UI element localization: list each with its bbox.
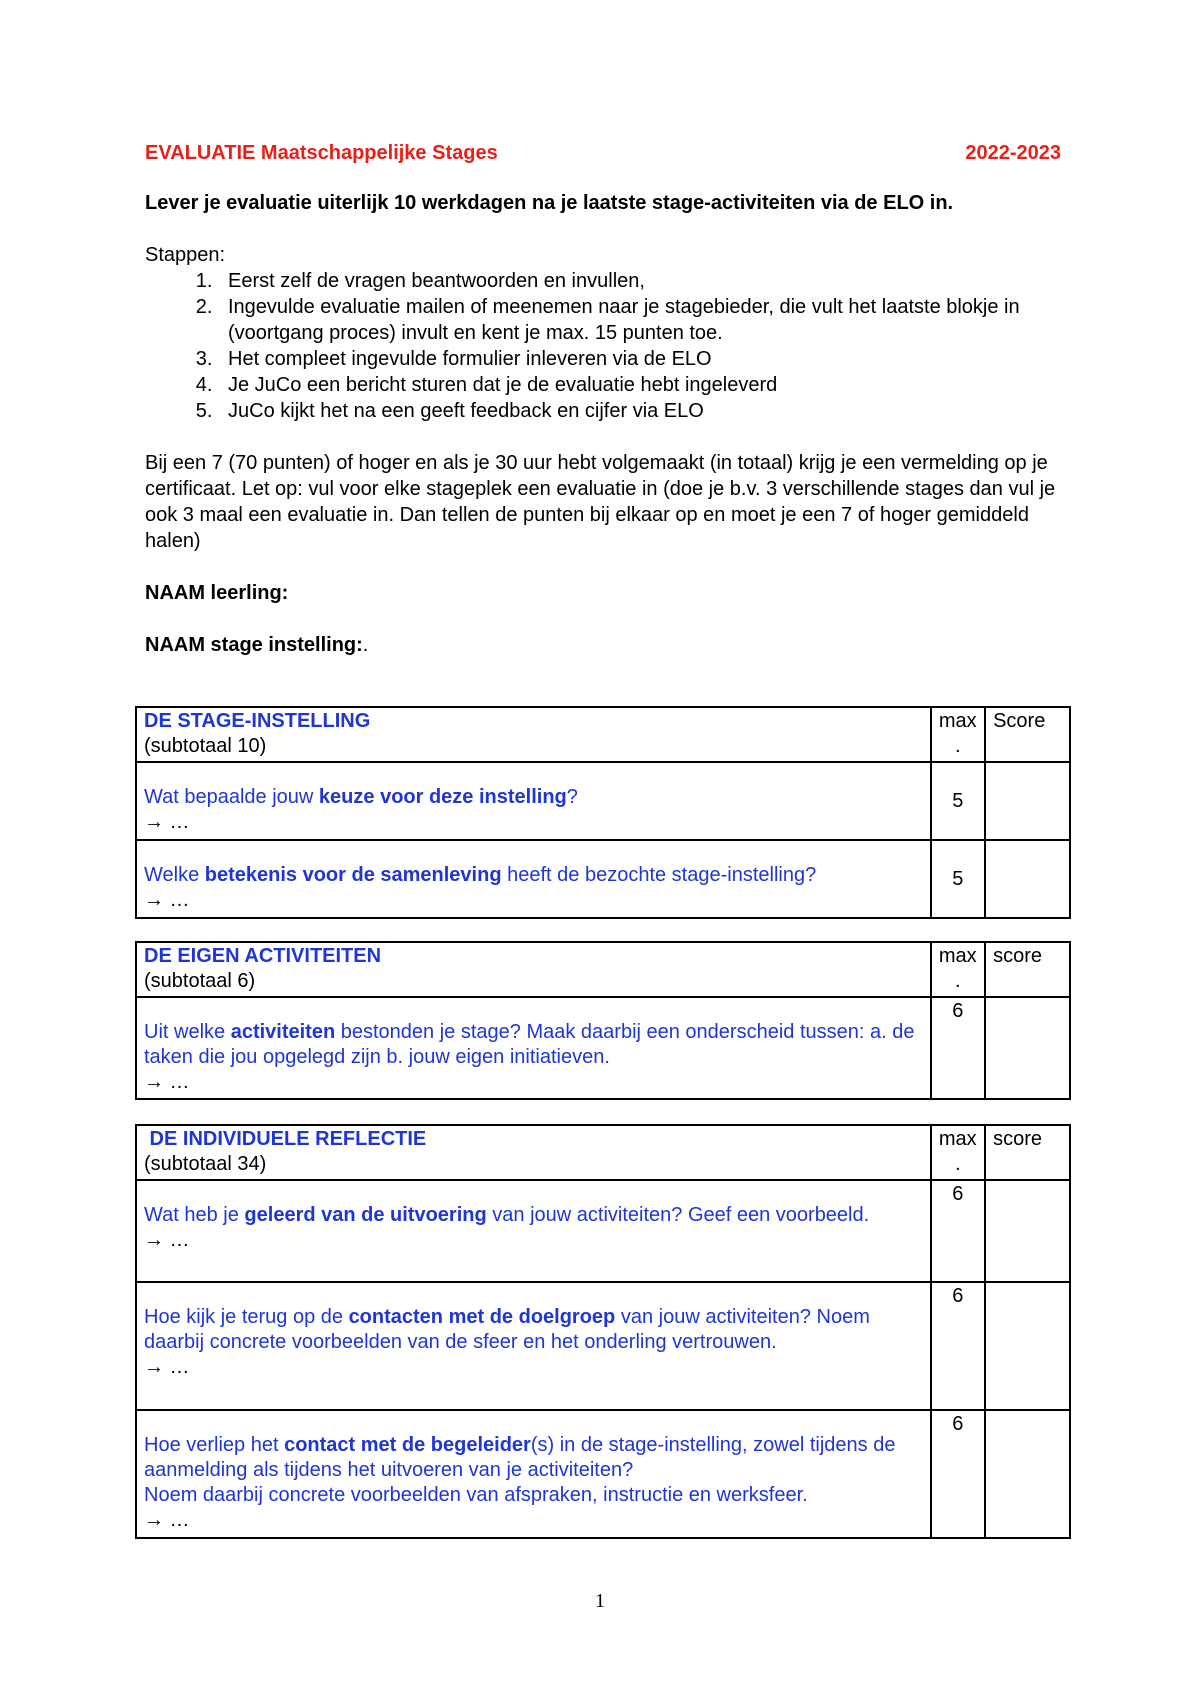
score-input-cell[interactable] [985,1410,1070,1538]
question-post: bestonden je stage? Maak daarbij een onderscheid tussen: a. de taken die jou opgelegd zijn b. jouw eigen initiatieven. [144,1021,915,1068]
title-row [145,140,1071,166]
table-row [136,762,1070,840]
question-pre: Hoe verliep het [144,1434,285,1456]
question-post: (s) in de stage-instelling, zowel tijdens de aanmelding als tijdens het uitvoeren van je activiteiten? [144,1434,896,1481]
max-header-cell [931,1125,986,1180]
max-header-cell [931,707,986,762]
section-header-cell [136,707,931,762]
question-cell [136,840,931,918]
table-eigen-activiteiten [135,941,1071,1100]
answer-field[interactable]: → … [144,1509,190,1531]
question-pre: Uit welke [144,1021,231,1043]
internship-name-text: NAAM stage instelling: [145,634,363,656]
internship-name-label [145,632,1071,658]
table-row [136,1410,1070,1538]
question-text [144,863,923,888]
question-cell [136,997,931,1099]
max-points-cell: 6 [931,1180,986,1282]
answer-field[interactable]: → … [144,1229,190,1251]
max-points-cell: 5 [931,762,986,840]
score-input-cell[interactable] [985,762,1070,840]
step-item: 1. Eerst zelf de vragen beantwoorden en invullen, [218,268,1071,294]
section-title: DE EIGEN ACTIVITEITEN [144,945,382,967]
table-header-row [136,942,1070,997]
score-label: Score [993,710,1046,732]
section-title: DE INDIVIDUELE REFLECTIE [144,1128,427,1150]
page-number: 1 [595,1590,605,1612]
answer-field[interactable]: → … [144,811,190,833]
score-header-cell [985,707,1070,762]
max-points-cell: 6 [931,1282,986,1410]
question-text [144,1305,923,1355]
internship-name-suffix: . [362,634,369,656]
table-header-row [136,707,1070,762]
max-dot: . [955,970,961,992]
score-input-cell[interactable] [985,840,1070,918]
score-input-cell[interactable] [985,1180,1070,1282]
section-title: DE STAGE-INSTELLING [144,710,371,732]
score-label: score [993,945,1042,967]
deadline-instruction: Lever je evaluatie uiterlijk 10 werkdagen na je laatste stage-activiteiten via de ELO in. [145,192,954,214]
document-body [145,140,1071,658]
score-header-cell [985,1125,1070,1180]
question-text [144,1203,923,1228]
question-text [144,785,923,810]
question-pre: Hoe kijk je terug op de [144,1306,349,1328]
max-header-cell [931,942,986,997]
table-row [136,1282,1070,1410]
score-input-cell[interactable] [985,1282,1070,1410]
question-pre: Wat bepaalde jouw [144,786,319,808]
question-keyword: geleerd van de uitvoering [244,1204,487,1226]
question-text [144,1433,923,1483]
question-cell [136,1410,931,1538]
section-subtotal: (subtotaal 10) [144,735,267,757]
student-name-label: NAAM leerling: [145,582,289,604]
max-points-cell: 6 [931,997,986,1099]
table-header-row [136,1125,1070,1180]
question-keyword: contact met de begeleider [284,1434,531,1456]
max-dot: . [955,1153,961,1175]
step-item: 2. Ingevulde evaluatie mailen of meenemen naar je stagebieder, die vult het laatste blokje in (voortgang proces) invult en kent je max. 15 punten toe. [218,294,1071,346]
section-subtotal: (subtotaal 34) [144,1153,267,1175]
question-cell [136,762,931,840]
question-text-line2: Noem daarbij concrete voorbeelden van afspraken, instructie en werksfeer. [144,1484,808,1506]
step-item: 4. Je JuCo een bericht sturen dat je de evaluatie hebt ingeleverd [218,372,1071,398]
answer-field[interactable]: → … [144,1356,190,1378]
question-keyword: keuze voor deze instelling [318,786,567,808]
steps-list [145,268,1071,424]
table-row [136,840,1070,918]
max-points-cell: 5 [931,840,986,918]
section-header-cell [136,942,931,997]
max-dot: . [955,735,961,757]
answer-field[interactable]: → … [144,1071,190,1093]
table-individuele-reflectie [135,1124,1071,1539]
section-header-cell [136,1125,931,1180]
question-keyword: activiteiten [230,1021,336,1043]
question-text [144,1020,923,1070]
score-label: score [993,1128,1042,1150]
question-pre: Wat heb je [144,1204,245,1226]
question-cell [136,1282,931,1410]
table-stage-instelling [135,706,1071,919]
max-label: max [938,1128,977,1150]
max-label: max [938,945,977,967]
table-row [136,997,1070,1099]
step-item: 3. Het compleet ingevulde formulier inleveren via de ELO [218,346,1071,372]
score-input-cell[interactable] [985,997,1070,1099]
max-label: max [938,710,977,732]
section-subtotal: (subtotaal 6) [144,970,256,992]
document-title: EVALUATIE Maatschappelijke Stages [145,142,498,164]
question-keyword: contacten met de doelgroep [348,1306,616,1328]
question-post: ? [566,786,578,808]
question-cell [136,1180,931,1282]
steps-heading: Stappen: [145,244,226,266]
question-post: heeft de bezochte stage-instelling? [501,864,817,886]
question-pre: Welke [144,864,205,886]
score-header-cell [985,942,1070,997]
school-year: 2022-2023 [965,142,1061,164]
question-post: van jouw activiteiten? Geef een voorbeeld. [486,1204,870,1226]
question-post: van jouw activiteiten? Noem daarbij concrete voorbeelden van de sfeer en het onderling vertrouwen. [144,1306,870,1353]
grading-paragraph: Bij een 7 (70 punten) of hoger en als je 30 uur hebt volgemaakt (in totaal) krijg je een vermelding op je certificaat. Let op: vul voor elke stageplek een evaluatie in (doe je b.v. 3 verschillende stages dan vul je ook 3 maal een evaluatie in. Dan tellen de punten bij elkaar op en moet je een 7 of hoger gemiddeld halen) [145,452,1056,552]
table-row [136,1180,1070,1282]
step-item: 5. JuCo kijkt het na een geeft feedback en cijfer via ELO [218,398,1071,424]
question-keyword: betekenis voor de samenleving [204,864,502,886]
answer-field[interactable]: → … [144,889,190,911]
max-points-cell: 6 [931,1410,986,1538]
